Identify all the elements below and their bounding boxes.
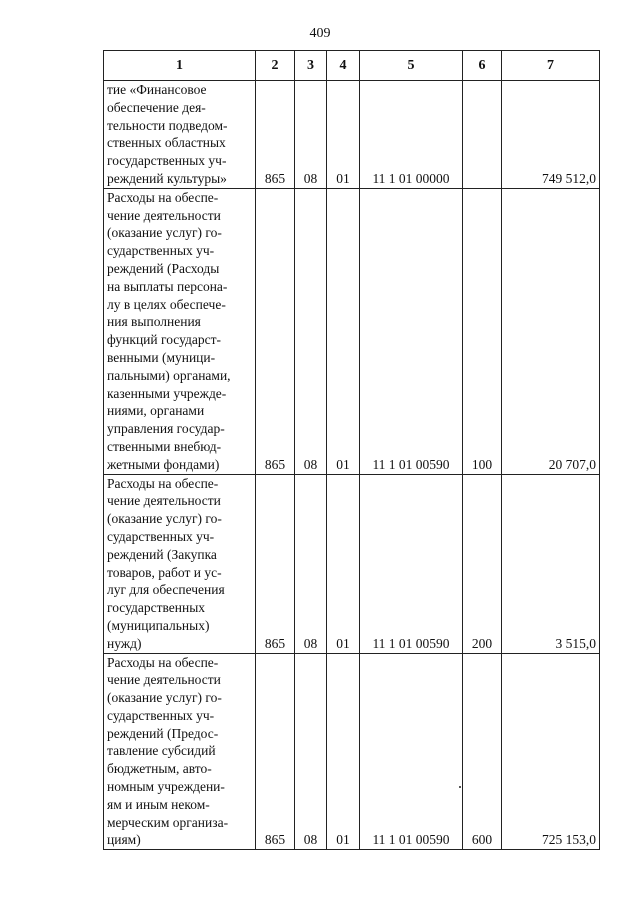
description-line: обеспечение дея-	[107, 99, 206, 115]
row-ved-code: 865	[256, 188, 295, 474]
header-col-1: 1	[104, 51, 256, 81]
description-line: чение деятельности	[107, 493, 221, 509]
budget-table	[103, 50, 600, 850]
description-line: сударственных уч-	[107, 707, 215, 723]
description-line: ния выполнения	[107, 314, 201, 330]
table-row	[104, 81, 600, 189]
row-ved-code: 865	[256, 81, 295, 189]
description-line: (оказание услуг) го-	[107, 225, 222, 241]
description-line: (оказание услуг) го-	[107, 690, 222, 706]
table-row	[104, 188, 600, 474]
scan-speck	[459, 786, 461, 788]
description-line: пальными) органами,	[107, 367, 231, 383]
row-expense-type-code	[463, 81, 502, 189]
description-line: номным учреждени-	[107, 779, 225, 795]
description-line: ниями, органами	[107, 403, 205, 419]
row-amount: 725 153,0	[502, 653, 600, 850]
row-subsection-code: 01	[327, 474, 360, 653]
description-line: чение деятельности	[107, 207, 221, 223]
description-line: управления государ-	[107, 421, 225, 437]
row-expense-type-code: 600	[463, 653, 502, 850]
description-line: луг для обеспечения	[107, 582, 225, 598]
row-description	[104, 474, 256, 653]
header-row	[104, 51, 600, 81]
row-ved-code: 865	[256, 653, 295, 850]
description-line: товаров, работ и ус-	[107, 564, 222, 580]
description-line: циям)	[107, 832, 141, 848]
description-line: Расходы на обеспе-	[107, 475, 219, 491]
page-number: 409	[309, 26, 331, 41]
header-col-2: 2	[256, 51, 295, 81]
description-line: реждений (Предос-	[107, 725, 219, 741]
row-description	[104, 188, 256, 474]
description-line: реждений (Расходы	[107, 260, 220, 276]
description-line: ственными внебюд-	[107, 438, 222, 454]
description-line: на выплаты персона-	[107, 278, 228, 294]
row-expense-type-code: 100	[463, 188, 502, 474]
header-col-3: 3	[295, 51, 327, 81]
row-amount: 3 515,0	[502, 474, 600, 653]
description-line: ственных областных	[107, 135, 226, 151]
description-line: нужд)	[107, 635, 142, 651]
row-subsection-code: 01	[327, 653, 360, 850]
description-line: венными (муници-	[107, 349, 216, 365]
description-line: Расходы на обеспе-	[107, 189, 219, 205]
description-line: тие «Финансовое	[107, 82, 207, 97]
table-row	[104, 653, 600, 850]
description-line: ям и иным неком-	[107, 796, 210, 812]
header-col-4: 4	[327, 51, 360, 81]
row-section-code: 08	[295, 81, 327, 189]
description-line: тавление субсидий	[107, 743, 216, 759]
header-col-7: 7	[502, 51, 600, 81]
row-subsection-code: 01	[327, 81, 360, 189]
row-expense-type-code: 200	[463, 474, 502, 653]
description-line: сударственных уч-	[107, 528, 215, 544]
row-section-code: 08	[295, 653, 327, 850]
description-line: функций государст-	[107, 332, 221, 348]
row-section-code: 08	[295, 188, 327, 474]
row-target-article-code: 11 1 01 00590	[360, 474, 463, 653]
header-col-5: 5	[360, 51, 463, 81]
description-line: казенными учрежде-	[107, 385, 227, 401]
description-line: бюджетным, авто-	[107, 761, 212, 777]
description-line: лу в целях обеспече-	[107, 296, 226, 312]
description-line: (муниципальных)	[107, 617, 210, 633]
description-line: Расходы на обеспе-	[107, 654, 219, 670]
row-target-article-code: 11 1 01 00590	[360, 188, 463, 474]
description-line: реждений культуры»	[107, 170, 227, 186]
row-section-code: 08	[295, 474, 327, 653]
description-line: чение деятельности	[107, 672, 221, 688]
description-line: тельности подведом-	[107, 117, 228, 133]
row-subsection-code: 01	[327, 188, 360, 474]
row-target-article-code: 11 1 01 00000	[360, 81, 463, 189]
description-line: сударственных уч-	[107, 243, 215, 259]
description-line: реждений (Закупка	[107, 546, 217, 562]
description-line: мерческим организа-	[107, 814, 229, 830]
description-line: жетными фондами)	[107, 456, 220, 472]
row-ved-code: 865	[256, 474, 295, 653]
row-amount: 749 512,0	[502, 81, 600, 189]
description-line: государственных	[107, 600, 206, 616]
description-line: (оказание услуг) го-	[107, 511, 222, 527]
description-line: государственных уч-	[107, 153, 227, 169]
row-description	[104, 653, 256, 850]
row-description	[104, 81, 256, 189]
row-amount: 20 707,0	[502, 188, 600, 474]
table-row	[104, 474, 600, 653]
header-col-6: 6	[463, 51, 502, 81]
row-target-article-code: 11 1 01 00590	[360, 653, 463, 850]
